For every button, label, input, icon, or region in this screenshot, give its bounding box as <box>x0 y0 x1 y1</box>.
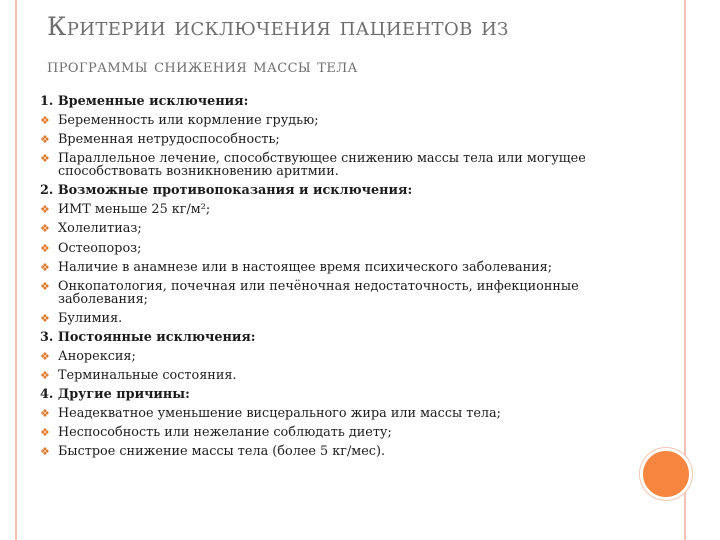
decorative-circle <box>640 448 692 500</box>
list-item <box>40 309 640 328</box>
diamond-bullet-icon: ❖ <box>40 152 50 166</box>
section-heading-temporary: 1. Временные исключения: <box>40 94 249 109</box>
list-item <box>40 239 640 258</box>
diamond-bullet-icon: ❖ <box>40 349 50 363</box>
list-item <box>40 111 640 130</box>
list-item <box>40 277 640 309</box>
list-item-text: ИМТ меньше 25 кг/м²; <box>58 202 211 218</box>
list-item <box>40 130 640 149</box>
list-item-text: Остеопороз; <box>58 240 142 256</box>
list-item-text: Быстрое снижение массы тела (более 5 кг/мес). <box>58 444 386 460</box>
diamond-bullet-icon: ❖ <box>40 407 50 421</box>
diamond-bullet-icon: ❖ <box>40 203 50 217</box>
list-item-text: Параллельное лечение, способствующее снижению массы тела или могущее способствовать возникновению аритмии. <box>58 151 586 180</box>
diamond-bullet-icon: ❖ <box>40 369 50 383</box>
list-item <box>40 200 640 219</box>
list-item <box>40 347 640 366</box>
list-item-text: Анорексия; <box>58 348 136 364</box>
diamond-bullet-icon: ❖ <box>40 133 50 147</box>
title-line-2: программы снижения массы тела <box>47 56 358 77</box>
list-item-text: Булимия. <box>58 310 123 326</box>
title-line-1: Критерии исключения пациентов из <box>47 12 509 41</box>
list-item-text: Онкопатология, почечная или печёночная недостаточность, инфекционные заболевания; <box>58 278 579 307</box>
list-item <box>40 149 640 181</box>
diamond-bullet-icon: ❖ <box>40 426 50 440</box>
list-item-text: Неадекватное уменьшение висцерального жира или массы тела; <box>58 406 501 422</box>
list-item <box>40 442 640 461</box>
diamond-bullet-icon: ❖ <box>40 279 50 293</box>
slide-title <box>47 10 647 84</box>
list-item-text: Беременность или кормление грудью; <box>58 113 319 129</box>
diamond-bullet-icon: ❖ <box>40 114 50 128</box>
list-item-text: Холелитиаз; <box>58 221 142 237</box>
list-item <box>40 423 640 442</box>
list-item-text: Неспособность или нежелание соблюдать диету; <box>58 425 392 441</box>
diamond-bullet-icon: ❖ <box>40 260 50 274</box>
list-item <box>40 366 640 385</box>
list-item-text: Наличие в анамнезе или в настоящее время психического заболевания; <box>58 259 553 275</box>
diamond-bullet-icon: ❖ <box>40 445 50 459</box>
list-item <box>40 404 640 423</box>
section-heading-possible-contraindications: 2. Возможные противопоказания и исключения: <box>40 183 413 199</box>
diamond-bullet-icon: ❖ <box>40 222 50 236</box>
diamond-bullet-icon: ❖ <box>40 311 50 325</box>
list-item-text: Терминальные состояния. <box>58 368 237 384</box>
section-heading-other-reasons: 4. Другие причины: <box>40 387 190 403</box>
list-item-text: Временная нетрудоспособность; <box>58 132 280 148</box>
section-heading-permanent: 3. Постоянные исключения: <box>40 329 256 345</box>
list-item <box>40 219 640 238</box>
list-item <box>40 258 640 277</box>
diamond-bullet-icon: ❖ <box>40 241 50 255</box>
slide-content <box>40 92 640 462</box>
